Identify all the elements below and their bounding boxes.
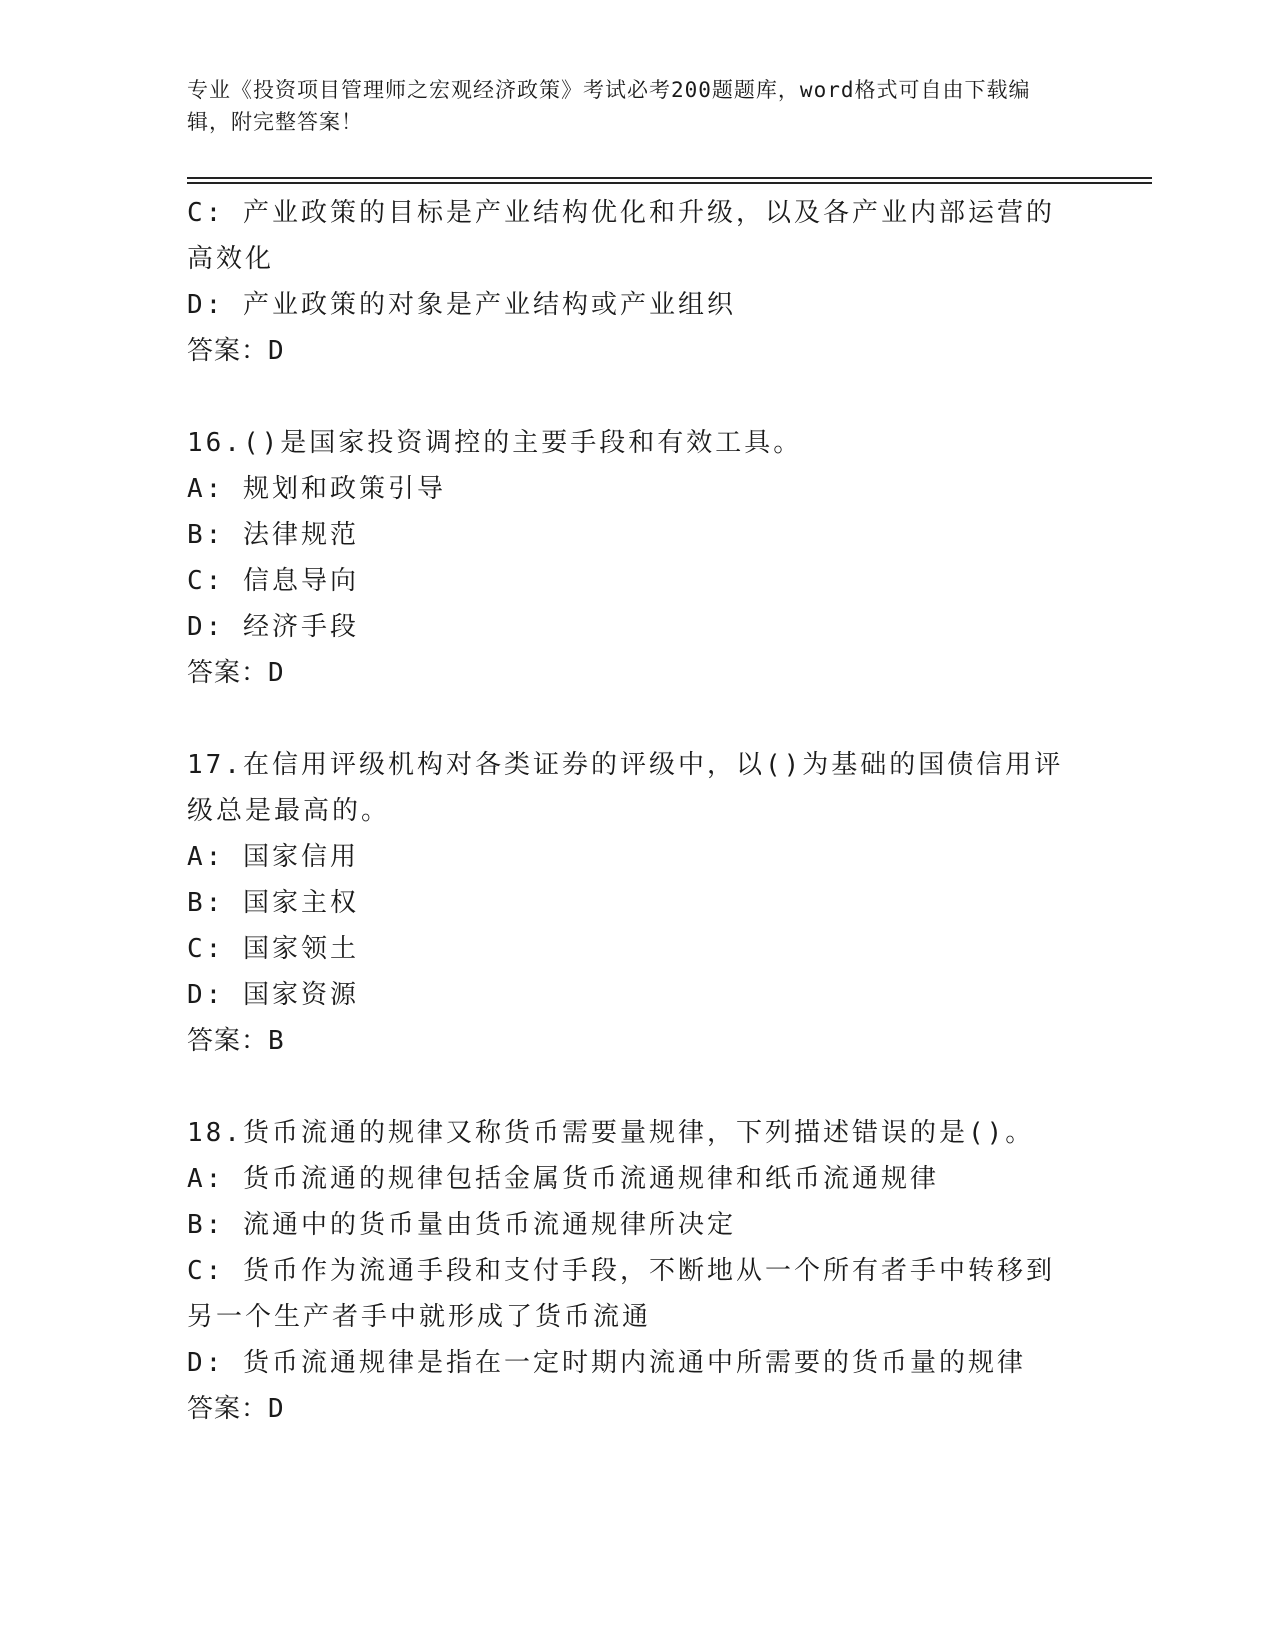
option-d: D: 经济手段 [187,612,359,642]
question-stem: 17.在信用评级机构对各类证券的评级中，以()为基础的国债信用评级总是最高的。 [187,750,1064,826]
option-a: A: 货币流通的规律包括金属货币流通规律和纸币流通规律 [187,1164,939,1194]
spacer [187,1064,1077,1110]
spacer [187,696,1077,742]
answer: 答案：D [187,336,285,366]
option-c: C: 国家领土 [187,934,359,964]
question-block-18 [187,1110,1077,1432]
answer: 答案：D [187,1394,285,1424]
answer: 答案：D [187,658,285,688]
option-c: C: 货币作为流通手段和支付手段，不断地从一个所有者手中转移到另一个生产者手中就形成了货币流通 [187,1256,1055,1332]
question-block-17 [187,742,1077,1064]
option-a: A: 规划和政策引导 [187,474,446,504]
option-a: A: 国家信用 [187,842,359,872]
header-note: 专业《投资项目管理师之宏观经济政策》考试必考200题题库，word格式可自由下载编辑，附完整答案！ [187,78,1031,134]
option-b: B: 流通中的货币量由货币流通规律所决定 [187,1210,736,1240]
option-c: C: 产业政策的目标是产业结构优化和升级，以及各产业内部运营的高效化 [187,198,1055,274]
question-block-15-continued [187,190,1077,374]
option-d: D: 产业政策的对象是产业结构或产业组织 [187,290,736,320]
question-stem: 16.()是国家投资调控的主要手段和有效工具。 [187,428,803,458]
header-divider [187,177,1152,179]
option-c: C: 信息导向 [187,566,359,596]
header-divider-secondary [187,182,1152,184]
option-d: D: 货币流通规律是指在一定时期内流通中所需要的货币量的规律 [187,1348,1026,1378]
question-stem: 18.货币流通的规律又称货币需要量规律，下列描述错误的是()。 [187,1118,1035,1148]
option-b: B: 法律规范 [187,520,359,550]
spacer [187,374,1077,420]
answer: 答案：B [187,1026,285,1056]
option-b: B: 国家主权 [187,888,359,918]
option-d: D: 国家资源 [187,980,359,1010]
question-block-16 [187,420,1077,696]
question-content [187,190,1077,1432]
